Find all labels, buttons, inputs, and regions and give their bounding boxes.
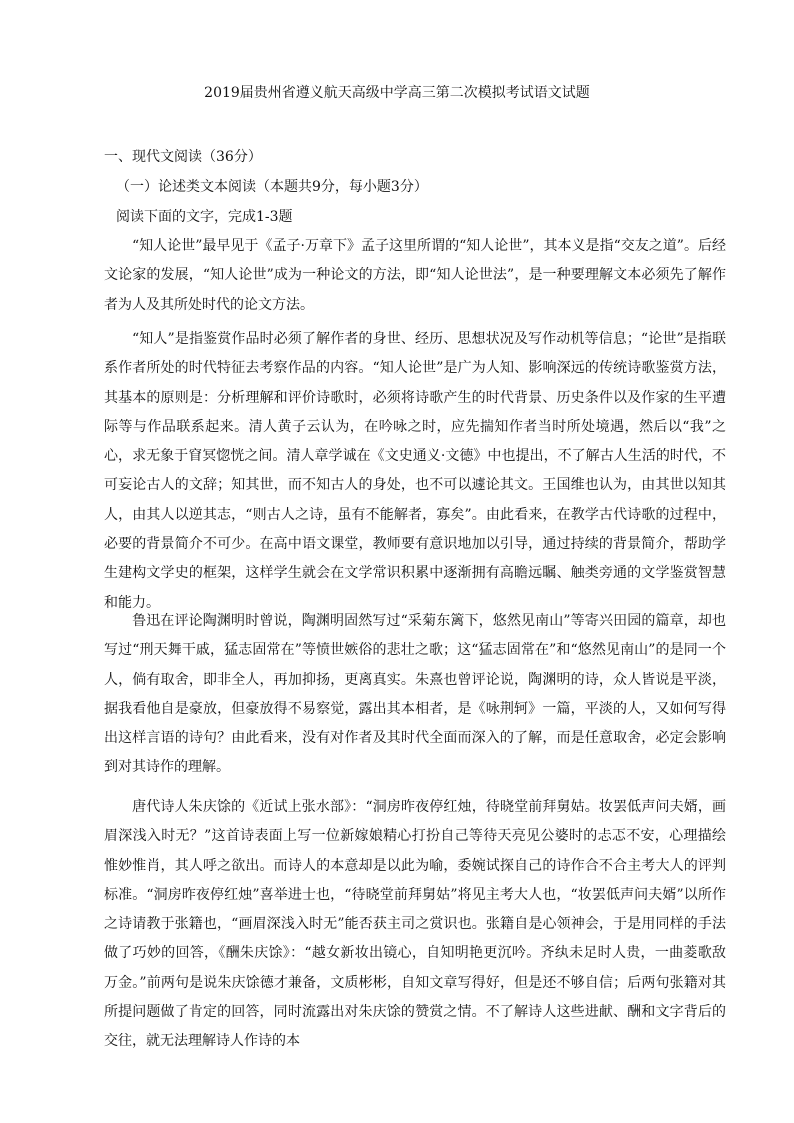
paragraph-3-text: 鲁迅在评论陶渊明时曾说，陶渊明固然写过“采菊东篱下，悠然见南山”等寄兴田园的篇章，却也写过“刑天舞干戚，猛志固常在”等愤世嫉俗的悲壮之歌；这“猛志固常在”和“悠然见南山”的是同一个人，倘有取舍，即非全人，再加抑扬，更离真实。朱熹也曾评论说，陶渊明的诗，众人皆说是平淡，据我看他自是豪放，但豪放得不易察觉，露出其本相者，是《咏荆轲》一篇，平淡的人，又如何写得出这样言语的诗句？由此看来，没有对作者及其时代全面而深入的了解，而是任意取舍，必定会影响到对其诗作的理解。 xyxy=(104,613,726,776)
paragraph-1-text: “知人论世”最早见于《孟子·万章下》孟子这里所谓的“知人论世”，其本义是指“交友之道”。后经文论家的发展，“知人论世”成为一种论文的方法，即“知人论世法”，是一种要理解文本必须先了解作者为人及其所处时代的论文方法。 xyxy=(104,238,726,313)
section-heading: 一、现代文阅读（36分） xyxy=(104,149,262,165)
paragraph-3 xyxy=(104,607,726,783)
reading-instruction: 阅读下面的文字，完成1-3题 xyxy=(116,209,293,225)
paragraph-1 xyxy=(104,232,726,320)
paragraph-2-text: “知人”是指鉴赏作品时必须了解作者的身世、经历、思想状况及写作动机等信息；“论世”是指联系作者所处的时代特征去考察作品的内容。“知人论世”是广为人知、影响深远的传统诗歌鉴赏方法，其基本的原则是：分析理解和评价诗歌时，必须将诗歌产生的时代背景、历史条件以及作家的生平遭际等与作品联系起来。清人黄子云认为，在吟咏之时，应先揣知作者当时所处境遇，然后以“我”之心，求无象于窅冥惚恍之间。清人章学诚在《文史通义·文德》中也提出，不了解古人生活的时代，不可妄论古人的文辞；知其世，而不知古人的身处，也不可以遽论其文。王国维也认为，由其世以知其人，由其人以逆其志，“则古人之诗，虽有不能解者，寡矣”。由此看来，在教学古代诗歌的过程中，必要的背景简介不可少。在高中语文课堂，教师要有意识地加以引导，通过持续的背景简介，帮助学生建构文学史的框架，这样学生就会在文学常识积累中逐渐拥有高瞻远瞩、触类旁通的文学鉴赏智慧和能力。 xyxy=(104,331,726,611)
document-title: 2019届贵州省遵义航天高级中学高三第二次模拟考试语文试题 xyxy=(204,85,590,101)
paragraph-4-text: 唐代诗人朱庆馀的《近试上张水部》：“洞房昨夜停红烛，待晓堂前拜舅姑。妆罢低声问夫婿，画眉深浅入时无？”这首诗表面上写一位新嫁娘精心打扮自己等待天亮见公婆时的忐忑不安，心理描绘惟妙惟肖，其人呼之欲出。而诗人的本意却是以此为喻，委婉试探自己的诗作合不合主考大人的评判标准。“洞房昨夜停红烛”喜举进士也，“待晓堂前拜舅姑”将见主考大人也，“妆罢低声问夫婿”以所作之诗请教于张籍也，“画眉深浅入时无”能否获主司之赏识也。张籍自是心领神会，于是用同样的手法做了巧妙的回答，《酬朱庆馀》：“越女新妆出镜心，自知明艳更沉吟。齐纨未足时人贵，一曲菱歌敌万金。”前两句是说朱庆馀德才兼备，文质彬彬，自知文章写得好，但是还不够自信；后两句张籍对其所提问题做了肯定的回答，同时流露出对朱庆馀的赞赏之情。不了解诗人这些进献、酬和文字背后的交往，就无法理解诗人作诗的本 xyxy=(104,799,726,1050)
paragraph-4 xyxy=(104,793,726,1057)
subsection-heading: （一）论述类文本阅读（本题共9分，每小题3分） xyxy=(116,179,428,195)
paragraph-2 xyxy=(104,325,726,618)
